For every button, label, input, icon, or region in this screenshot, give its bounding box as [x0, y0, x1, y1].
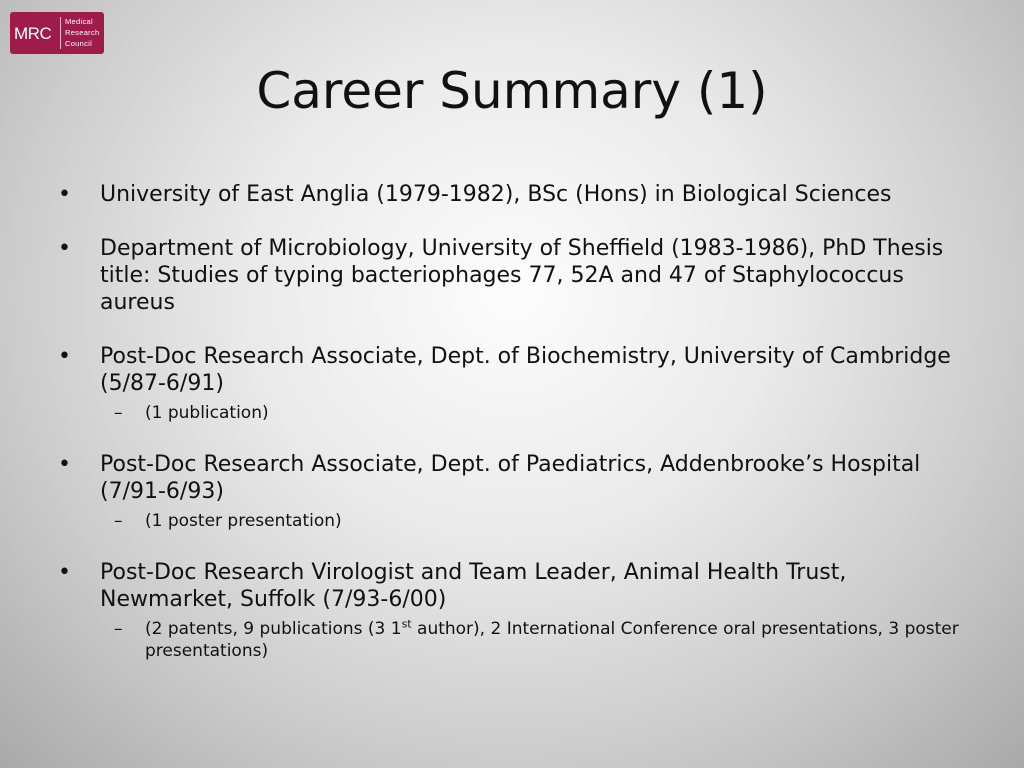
career-item-text: Post-Doc Research Associate, Dept. of Biochemistry, University of Cambridge (5/87-6/91): [100, 344, 951, 396]
career-list: [58, 181, 978, 662]
career-item-addenbrookes: [58, 451, 978, 532]
career-item-uea: [58, 181, 978, 208]
career-subitem: [100, 618, 978, 662]
subitem-superscript: st: [401, 617, 412, 631]
career-sublist: [100, 510, 978, 532]
career-sublist: [100, 402, 978, 424]
career-item-animal-health-trust: [58, 559, 978, 662]
career-item-cambridge: [58, 343, 978, 424]
subitem-text-before: (2 patents, 9 publications (3 1: [145, 619, 402, 639]
mrc-logo: [10, 12, 104, 54]
slide-title: Career Summary (1): [256, 62, 768, 120]
career-item-text: Post-Doc Research Virologist and Team Leader, Animal Health Trust, Newmarket, Suffolk (7/93-6/00): [100, 560, 847, 612]
career-item-sheffield: [58, 235, 978, 316]
career-item-text: Post-Doc Research Associate, Dept. of Paediatrics, Addenbrooke’s Hospital (7/91-6/93): [100, 452, 921, 504]
logo-words: [65, 16, 100, 49]
logo-word-council: Council: [65, 39, 93, 48]
logo-word-research: Research: [65, 28, 100, 37]
logo-divider: [60, 17, 61, 49]
career-subitem: – (1 publication): [100, 402, 978, 424]
career-sublist: [100, 618, 978, 662]
logo-word-medical: Medical: [65, 17, 93, 26]
subitem-text-after: author), 2 International Conference oral presentations, 3 poster presentations): [145, 619, 959, 661]
career-item-text: University of East Anglia (1979-1982), BSc (Hons) in Biological Sciences: [100, 182, 892, 207]
logo-abbrev: MRC: [14, 24, 52, 43]
career-item-text: Department of Microbiology, University of Sheffield (1983-1986), PhD Thesis title: Studies of typing bacteriophages 77, 52A and 47 of Staphylococcus aureus: [100, 236, 944, 315]
career-subitem: – (1 poster presentation): [100, 510, 978, 532]
